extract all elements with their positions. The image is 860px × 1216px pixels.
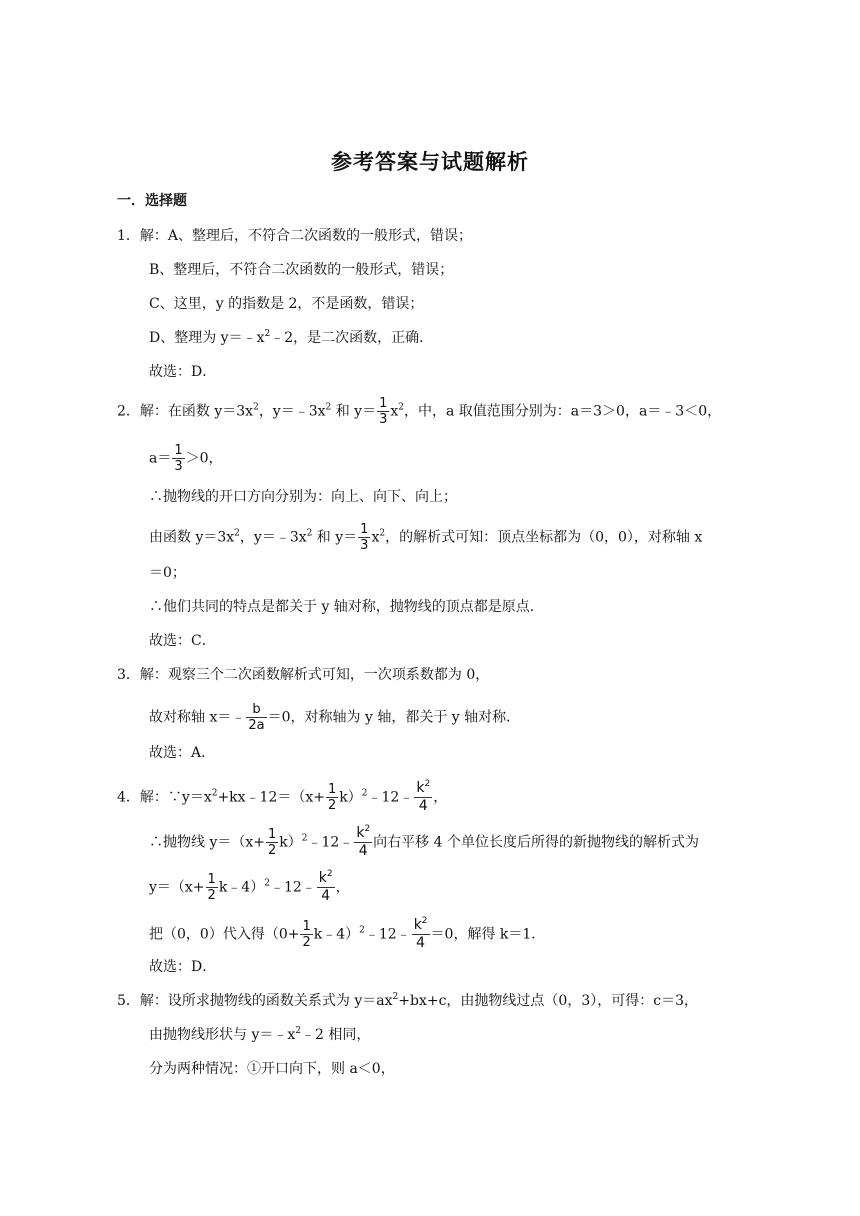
q2-line-4-d: x (371, 529, 380, 546)
q2-exp-2: 2 (325, 402, 332, 413)
q1-answer: 故选：D． (149, 364, 217, 380)
q4-k-3: k (318, 870, 327, 886)
q4-line-1-a: 4．解：∵y＝x (117, 789, 212, 806)
q3-line-2-b: ＝0，对称轴为 y 轴，都关于 y 轴对称． (267, 709, 521, 726)
q5-line-1 (117, 991, 698, 1011)
q2-exp-4: 2 (234, 528, 240, 539)
q4-answer: 故选：D． (149, 959, 217, 975)
q4-fraction-1-num: 1 (328, 782, 337, 797)
q2-exp-6: 2 (379, 528, 386, 539)
q4-line-1-b: +kx﹣12＝（x+ (217, 789, 326, 806)
q4-line-3-b: k﹣4） (218, 879, 265, 896)
q2-line-4-e: ，的解析式可知：顶点坐标都为（0，0），对称轴 x (385, 529, 703, 546)
q2-exp-5: 2 (306, 528, 313, 539)
q4-line-2-c: ﹣12﹣ (307, 834, 354, 851)
q5-exp-2: 2 (295, 1026, 301, 1036)
q2-line-1-c: 和 y＝ (331, 403, 377, 420)
q2-line-6: ∴他们共同的特点是都关于 y 轴对称，抛物线的顶点都是原点． (149, 599, 544, 615)
q4-exp-4: 2 (264, 878, 270, 889)
section-heading: 一．选择题 (117, 193, 187, 209)
q4-fraction-2 (414, 780, 432, 815)
q4-fraction-2-num (414, 780, 432, 798)
q2-fraction-1-num: 1 (379, 396, 388, 411)
q5-line-2 (149, 1025, 370, 1045)
q4-fraction-6-num (317, 870, 335, 888)
q2-line-1 (117, 396, 721, 427)
q2-line-2-b: ＞0， (185, 450, 223, 467)
q2-fraction-3-den: 3 (360, 538, 369, 553)
q2-line-5: ＝0； (149, 565, 186, 581)
q4-exp-k-4: 2 (421, 916, 428, 926)
q1-line-4 (149, 328, 433, 348)
q4-fraction-4-num (354, 825, 372, 843)
q4-line-1-e: ， (433, 789, 448, 806)
q4-fraction-5 (206, 872, 218, 903)
q4-exp-3: 2 (301, 833, 308, 844)
q4-fraction-4-den: 4 (358, 843, 368, 859)
q5-line-3: 分为两种情况：①开口向下，则 a＜0， (149, 1061, 395, 1077)
q2-line-1-d: x (390, 403, 399, 420)
q4-line-3-c: ﹣12﹣ (269, 879, 316, 896)
q4-line-4 (149, 917, 545, 952)
q4-fraction-8 (412, 917, 430, 952)
q4-exp-k-1: 2 (424, 779, 431, 789)
q2-fraction-3 (358, 522, 370, 553)
q2-fraction-1-den: 3 (379, 412, 388, 427)
q4-line-1-c: k） (339, 789, 362, 806)
q4-k-1: k (416, 780, 425, 796)
q4-line-1 (117, 780, 447, 815)
q2-line-1-e: ，中，a 取值范围分别为：a＝3＞0，a＝﹣3＜0， (404, 403, 722, 420)
q4-fraction-5-num: 1 (207, 872, 216, 887)
q2-line-1-a: 2．解：在函数 y＝3x (117, 403, 254, 420)
q4-fraction-1 (326, 782, 338, 813)
q4-exp-1: 2 (211, 788, 218, 799)
q2-line-3: ∴抛物线的开口方向分别为：向上、向下、向上； (149, 489, 457, 505)
q1-exponent: 2 (264, 329, 271, 339)
q2-fraction-3-num: 1 (360, 522, 369, 537)
q4-line-2-a: ∴抛物线 y＝（x+ (149, 834, 265, 851)
q3-line-2 (149, 702, 520, 733)
q1-line-4-b: ﹣2，是二次函数，正确． (270, 330, 434, 346)
q4-line-2 (149, 825, 699, 860)
q4-k-4: k (413, 917, 422, 933)
q4-line-2-d: 向右平移 4 个单位长度后所得的新抛物线的解析式为 (373, 834, 699, 851)
q3-line-2-a: 故对称轴 x＝﹣ (149, 709, 246, 726)
q5-exp-1: 2 (392, 992, 399, 1002)
q4-fraction-3-num: 1 (268, 827, 277, 842)
q3-line-1: 3．解：观察三个二次函数解析式可知，一次项系数都为 0， (117, 667, 490, 683)
q1-line-4-a: D、整理为 y＝﹣x (149, 330, 265, 346)
q1-line-2: B、整理后，不符合二次函数的一般形式，错误； (149, 262, 454, 278)
q3-fraction-den: 2a (248, 718, 265, 733)
q2-fraction-1 (377, 396, 389, 427)
q2-fraction-2-num: 1 (174, 443, 183, 458)
q2-line-4-c: 和 y＝ (312, 529, 358, 546)
q5-line-1-a: 5．解：设所求抛物线的函数关系式为 y＝ax (117, 993, 393, 1009)
q4-fraction-3 (266, 827, 278, 858)
q4-line-3-d: ， (335, 879, 350, 896)
q4-line-4-a: 把（0，0）代入得（0+ (149, 926, 300, 943)
q5-line-2-b: ﹣2 相同， (301, 1027, 371, 1043)
q2-fraction-2 (172, 443, 184, 474)
q4-line-4-c: ﹣12﹣ (364, 926, 411, 943)
q4-k-2: k (356, 825, 365, 841)
q4-fraction-3-den: 2 (268, 843, 277, 858)
q4-fraction-2-den: 4 (418, 798, 428, 814)
q4-line-3-a: y＝（x+ (149, 879, 205, 896)
q5-line-1-b: +bx+c，由抛物线过点（0，3），可得：c＝3， (398, 993, 698, 1009)
q4-fraction-8-num (412, 917, 430, 935)
q2-line-2 (149, 443, 223, 474)
q4-exp-5: 2 (359, 925, 365, 936)
q4-fraction-7-den: 2 (302, 935, 311, 950)
q1-line-1: 1．解：A、整理后，不符合二次函数的一般形式，错误； (117, 228, 473, 244)
q2-fraction-2-den: 3 (174, 459, 183, 474)
q2-line-4-a: 由函数 y＝3x (149, 529, 235, 546)
q2-line-1-b: ，y＝﹣3x (258, 403, 326, 420)
q4-fraction-7-num: 1 (302, 919, 311, 934)
q4-fraction-4 (354, 825, 372, 860)
q4-line-2-b: k） (279, 834, 302, 851)
q2-line-4-b: ，y＝﹣3x (239, 529, 307, 546)
q3-fraction (246, 702, 266, 733)
q2-line-2-a: a＝ (149, 450, 172, 467)
q4-fraction-6-den: 4 (321, 888, 331, 904)
q5-line-2-a: 由抛物线形状与 y＝﹣x (149, 1027, 296, 1043)
q1-line-3: C、这里，y 的指数是 2，不是函数，错误； (149, 296, 424, 312)
q4-line-4-b: k﹣4） (313, 926, 360, 943)
q3-answer: 故选：A． (149, 745, 216, 761)
q4-exp-2: 2 (361, 788, 368, 799)
page-title: 参考答案与试题解析 (331, 150, 529, 174)
q3-fraction-num: b (246, 702, 266, 718)
q4-line-4-d: ＝0，解得 k＝1． (430, 926, 546, 943)
q4-fraction-1-den: 2 (328, 798, 337, 813)
q4-fraction-6 (317, 870, 335, 905)
q2-exp-3: 2 (398, 402, 404, 413)
q4-fraction-8-den: 4 (416, 935, 426, 951)
q4-fraction-5-den: 2 (207, 888, 216, 903)
q2-line-4 (149, 522, 702, 553)
q4-exp-k-3: 2 (326, 869, 333, 879)
q4-line-3 (149, 870, 350, 905)
q2-exp-1: 2 (253, 402, 259, 413)
q2-answer: 故选：C． (149, 633, 216, 649)
q4-line-1-d: ﹣12﹣ (367, 789, 414, 806)
q4-exp-k-2: 2 (364, 824, 371, 834)
q4-fraction-7 (300, 919, 312, 950)
